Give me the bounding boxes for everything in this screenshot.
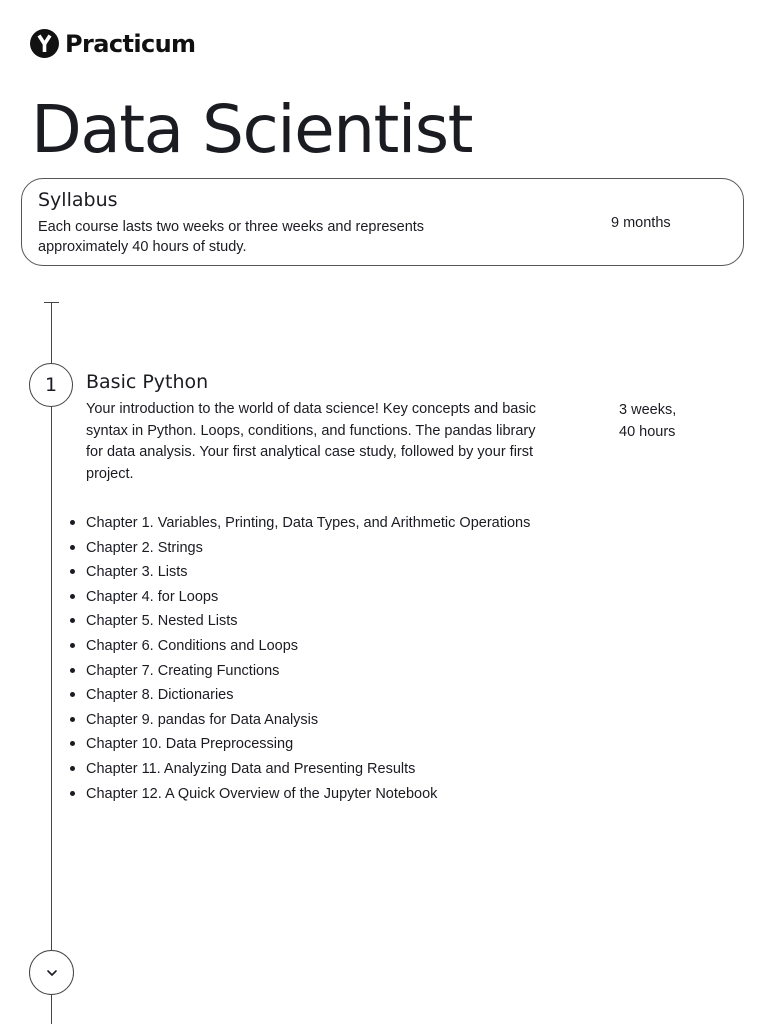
- logo-text: Practicum: [65, 29, 196, 58]
- bullet-icon: [70, 569, 75, 574]
- course-number: 1: [44, 374, 58, 396]
- course-duration-hours: 40 hours: [619, 424, 676, 440]
- chevron-down-icon: [45, 968, 59, 978]
- chapter-label: Chapter 11. Analyzing Data and Presenting Results: [86, 760, 416, 777]
- syllabus-description: Each course lasts two weeks or three weeks and represents approximately 40 hours of study.: [38, 219, 425, 255]
- syllabus-box: [21, 178, 744, 266]
- bullet-icon: [70, 692, 75, 697]
- syllabus-duration: 9 months: [611, 215, 671, 231]
- chapter-item: [70, 661, 530, 686]
- course-duration: [619, 399, 676, 443]
- chapter-item: [70, 685, 530, 710]
- chapter-item: [70, 636, 530, 661]
- chapter-label: Chapter 6. Conditions and Loops: [86, 637, 299, 654]
- page-title: Data Scientist: [31, 91, 472, 168]
- chapter-item: [70, 734, 530, 759]
- bullet-icon: [70, 594, 75, 599]
- bullet-icon: [70, 766, 75, 771]
- practicum-logo[interactable]: [30, 29, 195, 58]
- chapter-label: Chapter 4. for Loops: [86, 588, 219, 605]
- timeline-cap: [44, 302, 59, 303]
- bullet-icon: [70, 668, 75, 673]
- chapter-label: Chapter 1. Variables, Printing, Data Types, and Arithmetic Operations: [86, 515, 531, 531]
- chapter-label: Chapter 9. pandas for Data Analysis: [86, 711, 319, 728]
- course-title: Basic Python: [86, 371, 209, 393]
- bullet-icon: [70, 545, 75, 550]
- course-description: Your introduction to the world of data science! Key concepts and basic syntax in Python. Loops, conditions, and functions. The pandas library for data analysis. Your first analytical case study, followed by your first project.: [86, 401, 537, 483]
- practicum-y-logo-icon: [30, 29, 59, 58]
- chapter-item: [70, 538, 530, 563]
- chapter-label: Chapter 10. Data Preprocessing: [86, 736, 294, 753]
- chapter-item: [70, 710, 530, 735]
- bullet-icon: [70, 618, 75, 623]
- chapter-item: [70, 587, 530, 612]
- chapter-label: Chapter 7. Creating Functions: [86, 662, 280, 679]
- chapter-label: Chapter 3. Lists: [86, 564, 188, 581]
- chapter-item: [70, 562, 530, 587]
- chapter-item: [70, 759, 530, 784]
- chapter-item: [70, 784, 530, 809]
- course-number-badge: [29, 363, 73, 407]
- syllabus-heading: Syllabus: [38, 189, 118, 211]
- chapter-item: [70, 611, 530, 636]
- bullet-icon: [70, 791, 75, 796]
- chapter-label: Chapter 5. Nested Lists: [86, 613, 238, 630]
- bullet-icon: [70, 520, 75, 525]
- chapter-label: Chapter 8. Dictionaries: [86, 687, 234, 704]
- chapter-list: [70, 513, 530, 808]
- chapter-label: Chapter 2. Strings: [86, 539, 203, 556]
- bullet-icon: [70, 741, 75, 746]
- bullet-icon: [70, 717, 75, 722]
- expand-button[interactable]: [29, 950, 74, 995]
- chapter-label: Chapter 12. A Quick Overview of the Jupyter Notebook: [86, 785, 438, 802]
- bullet-icon: [70, 643, 75, 648]
- course-duration-weeks: 3 weeks,: [619, 402, 677, 418]
- chapter-item: [70, 513, 530, 538]
- timeline-line: [51, 302, 52, 1024]
